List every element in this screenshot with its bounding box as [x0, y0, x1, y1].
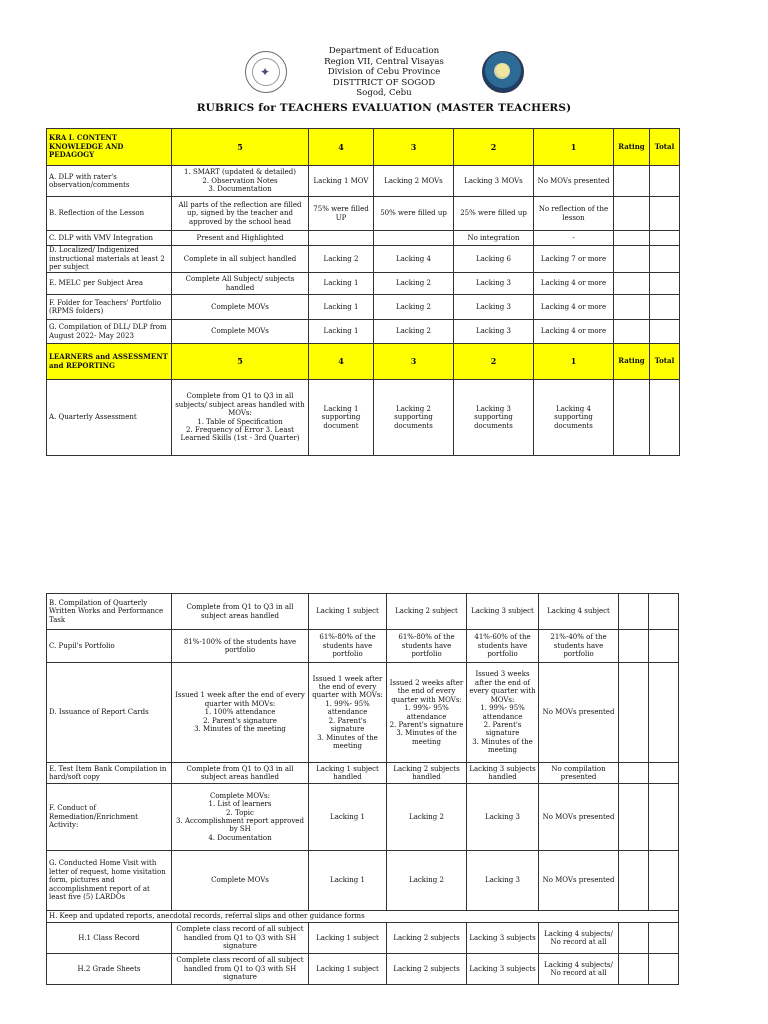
criterion-label: A. Quarterly Assessment [47, 380, 172, 456]
table-row [47, 630, 679, 663]
table-row [47, 166, 680, 197]
score-4-cell: Lacking 1 [309, 784, 387, 851]
total-cell [649, 763, 679, 784]
table-row [47, 851, 679, 911]
score-5-cell: 1. SMART (updated & detailed) 2. Observation Notes 3. Documentation [172, 166, 309, 197]
rating-cell [614, 231, 650, 246]
score-1-cell: Lacking 4 or more [534, 295, 614, 320]
score-4-cell: Lacking 1 subject [309, 594, 387, 630]
criterion-label: E. MELC per Subject Area [47, 273, 172, 295]
kra2-header-row [47, 344, 680, 380]
score-5-header: 5 [172, 129, 309, 166]
criterion-label: E. Test Item Bank Compilation in hard/soft copy [47, 763, 172, 784]
score-2-cell: Lacking 6 [454, 246, 534, 273]
criterion-label: C. DLP with VMV Integration [47, 231, 172, 246]
rating-cell [619, 784, 649, 851]
score-2-cell: Issued 3 weeks after the end of every quarter with MOVs: 1. 99%- 95% attendance 2. Parent's signature 3. Minutes of the meeting [467, 663, 539, 763]
table-row [47, 320, 680, 344]
table-row [47, 246, 680, 273]
score-1-cell: No MOVs presented [539, 851, 619, 911]
total-cell [650, 231, 680, 246]
score-4-cell: Issued 1 week after the end of every quarter with MOVs: 1. 99%- 95% attendance 2. Parent's signature 3. Minutes of the meeting [309, 663, 387, 763]
rating-cell [614, 246, 650, 273]
score-2-cell: Lacking 3 [454, 320, 534, 344]
criterion-label: H.1 Class Record [47, 923, 172, 954]
score-5-cell: Complete in all subject handled [172, 246, 309, 273]
total-cell [649, 784, 679, 851]
criterion-label: C. Pupil's Portfolio [47, 630, 172, 663]
score-2-cell: Lacking 3 [454, 295, 534, 320]
total-cell [649, 663, 679, 763]
score-2-cell: Lacking 3 subjects handled [467, 763, 539, 784]
score-3-cell: Lacking 2 [387, 784, 467, 851]
rating-cell [619, 594, 649, 630]
rubric-table-1 [46, 128, 680, 456]
rating-header: Rating [614, 344, 650, 380]
score-3-header: 3 [374, 129, 454, 166]
score-4-cell: Lacking 1 supporting document [309, 380, 374, 456]
rating-header: Rating [614, 129, 650, 166]
score-1-cell: Lacking 4 supporting documents [534, 380, 614, 456]
total-cell [650, 380, 680, 456]
criterion-label: F. Conduct of Remediation/Enrichment Activity: [47, 784, 172, 851]
criterion-label: D. Localized/ Indigenized instructional materials at least 2 per subject [47, 246, 172, 273]
kra1-header-row [47, 129, 680, 166]
region-seal-icon [482, 51, 524, 93]
score-4-cell: Lacking 1 subject [309, 923, 387, 954]
score-3-cell: Lacking 2 subjects [387, 954, 467, 985]
score-5-cell: All parts of the reflection are filled up, signed by the teacher and approved by the school head [172, 197, 309, 231]
header-town: Sogod, Cebu [356, 88, 412, 99]
score-4-cell: Lacking 1 [309, 273, 374, 295]
score-5-header: 5 [172, 344, 309, 380]
score-5-cell: 81%-100% of the students have portfolio [172, 630, 309, 663]
score-1-cell: No MOVs presented [539, 663, 619, 763]
section-h-row [47, 911, 679, 923]
total-cell [649, 923, 679, 954]
score-1-cell: No MOVs presented [534, 166, 614, 197]
table-row [47, 273, 680, 295]
criterion-label: F. Folder for Teachers' Portfolio (RPMS folders) [47, 295, 172, 320]
kra2-rows [47, 594, 679, 911]
score-3-cell: Issued 2 weeks after the end of every quarter with MOVs: 1. 99%- 95% attendance 2. Parent's signature 3. Minutes of the meeting [387, 663, 467, 763]
deped-seal-icon: ✦ [245, 51, 287, 93]
section-h-label: H. Keep and updated reports, anecdotal records, referral slips and other guidance forms [47, 911, 679, 923]
score-4-cell: Lacking 1 [309, 320, 374, 344]
score-1-cell: Lacking 4 subject [539, 594, 619, 630]
total-header: Total [650, 129, 680, 166]
criterion-label: D. Issuance of Report Cards [47, 663, 172, 763]
score-3-cell: Lacking 2 subject [387, 594, 467, 630]
criterion-label: B. Compilation of Quarterly Written Works and Performance Task [47, 594, 172, 630]
score-5-cell: Complete All Subject/ subjects handled [172, 273, 309, 295]
rating-cell [619, 763, 649, 784]
rating-cell [619, 630, 649, 663]
score-4-header: 4 [309, 129, 374, 166]
score-5-cell: Complete class record of all subject handled from Q1 to Q3 with SH signature [172, 954, 309, 985]
table-row [47, 763, 679, 784]
score-2-cell: Lacking 3 [467, 784, 539, 851]
score-4-cell: 75% were filled UP [309, 197, 374, 231]
rating-cell [619, 923, 649, 954]
criterion-label: G. Compilation of DLL/ DLP from August 2022- May 2023 [47, 320, 172, 344]
score-2-cell: No integration [454, 231, 534, 246]
total-cell [649, 954, 679, 985]
score-4-cell [309, 231, 374, 246]
rating-cell [614, 320, 650, 344]
header-district: DISTTRICT OF SOGOD [332, 77, 436, 88]
table-row [47, 663, 679, 763]
score-3-cell: Lacking 2 supporting documents [374, 380, 454, 456]
total-cell [650, 295, 680, 320]
score-5-cell: Present and Highlighted [172, 231, 309, 246]
score-5-cell: Complete from Q1 to Q3 in all subjects/ subject areas handled with MOVs: 1. Table of Specification 2. Frequency of Error 3. Least Learned Skills (1st - 3rd Quarter) [172, 380, 309, 456]
score-5-cell: Complete class record of all subject handled from Q1 to Q3 with SH signature [172, 923, 309, 954]
table-row [47, 784, 679, 851]
score-5-cell: Complete MOVs [172, 320, 309, 344]
score-1-cell: Lacking 4 subjects/ No record at all [539, 923, 619, 954]
rating-cell [614, 166, 650, 197]
score-5-cell: Issued 1 week after the end of every quarter with MOVs: 1. 100% attendance 2. Parent's signature 3. Minutes of the meeting [172, 663, 309, 763]
total-cell [649, 851, 679, 911]
criterion-label: G. Conducted Home Visit with letter of request, home visitation form, pictures and accomplishment report of at least five (5) LARDOs [47, 851, 172, 911]
total-cell [650, 197, 680, 231]
score-2-cell: Lacking 3 subjects [467, 954, 539, 985]
table-row [47, 954, 679, 985]
score-2-cell: Lacking 3 [454, 273, 534, 295]
rating-cell [614, 380, 650, 456]
score-2-cell: 41%-60% of the students have portfolio [467, 630, 539, 663]
score-2-cell: Lacking 3 subject [467, 594, 539, 630]
score-3-cell: Lacking 2 [374, 320, 454, 344]
score-1-cell: No compilation presented [539, 763, 619, 784]
rubric-table-2 [46, 593, 679, 985]
kra1-label: KRA I. CONTENT KNOWLEDGE AND PEDAGOGY [47, 129, 172, 166]
page-title: RUBRICS for TEACHERS EVALUATION (MASTER TEACHERS) [196, 101, 572, 114]
score-1-cell: Lacking 7 or more [534, 246, 614, 273]
total-header: Total [650, 344, 680, 380]
criterion-label: H.2 Grade Sheets [47, 954, 172, 985]
score-3-cell [374, 231, 454, 246]
rating-cell [614, 273, 650, 295]
rating-cell [614, 197, 650, 231]
score-2-cell: Lacking 3 subjects [467, 923, 539, 954]
score-2-cell: Lacking 3 [467, 851, 539, 911]
table-row [47, 923, 679, 954]
score-2-header: 2 [454, 129, 534, 166]
criterion-label: A. DLP with rater's observation/comments [47, 166, 172, 197]
header-region: Region VII, Central Visayas [324, 56, 444, 67]
score-2-cell: 25% were filled up [454, 197, 534, 231]
rating-cell [614, 295, 650, 320]
score-4-cell: 61%-80% of the students have portfolio [309, 630, 387, 663]
total-cell [650, 320, 680, 344]
table-row-quarterly-assessment [47, 380, 680, 456]
score-5-cell: Complete from Q1 to Q3 in all subject areas handled [172, 594, 309, 630]
score-3-cell: Lacking 4 [374, 246, 454, 273]
rating-cell [619, 851, 649, 911]
section-h-rows [47, 923, 679, 985]
kra2-label: LEARNERS and ASSESSMENT and REPORTING [47, 344, 172, 380]
score-4-cell: Lacking 1 subject handled [309, 763, 387, 784]
score-2-header: 2 [454, 344, 534, 380]
table-row [47, 231, 680, 246]
score-4-cell: Lacking 1 MOV [309, 166, 374, 197]
header-division: Division of Cebu Province [327, 67, 441, 78]
total-cell [649, 630, 679, 663]
score-3-cell: Lacking 2 MOVs [374, 166, 454, 197]
score-3-cell: Lacking 2 subjects handled [387, 763, 467, 784]
header-department: Department of Education [328, 46, 440, 56]
score-5-cell: Complete MOVs: 1. List of learners 2. Topic 3. Accomplishment report approved by SH 4. Documentation [172, 784, 309, 851]
score-3-cell: Lacking 2 [374, 273, 454, 295]
score-3-cell: Lacking 2 [387, 851, 467, 911]
total-cell [649, 594, 679, 630]
score-2-cell: Lacking 3 MOVs [454, 166, 534, 197]
score-1-cell: Lacking 4 or more [534, 320, 614, 344]
score-3-cell: 50% were filled up [374, 197, 454, 231]
score-1-header: 1 [534, 129, 614, 166]
score-1-cell: No MOVs presented [539, 784, 619, 851]
rating-cell [619, 954, 649, 985]
score-1-cell: No reflection of the lesson [534, 197, 614, 231]
score-5-cell: Complete MOVs [172, 851, 309, 911]
score-1-cell: Lacking 4 or more [534, 273, 614, 295]
score-1-cell: Lacking 4 subjects/ No record at all [539, 954, 619, 985]
table-row [47, 197, 680, 231]
criterion-label: B. Reflection of the Lesson [47, 197, 172, 231]
table-row [47, 295, 680, 320]
table-row [47, 594, 679, 630]
score-4-cell: Lacking 2 [309, 246, 374, 273]
score-5-cell: Complete from Q1 to Q3 in all subject areas handled [172, 763, 309, 784]
total-cell [650, 166, 680, 197]
score-4-cell: Lacking 1 subject [309, 954, 387, 985]
score-3-cell: Lacking 2 [374, 295, 454, 320]
score-4-cell: Lacking 1 [309, 851, 387, 911]
score-2-cell: Lacking 3 supporting documents [454, 380, 534, 456]
score-3-cell: Lacking 2 subjects [387, 923, 467, 954]
kra1-rows [47, 166, 680, 344]
score-4-cell: Lacking 1 [309, 295, 374, 320]
score-3-cell: 61%-80% of the students have portfolio [387, 630, 467, 663]
rating-cell [619, 663, 649, 763]
document-header [0, 46, 768, 114]
score-5-cell: Complete MOVs [172, 295, 309, 320]
score-1-header: 1 [534, 344, 614, 380]
total-cell [650, 246, 680, 273]
score-1-cell: 21%-40% of the students have portfolio [539, 630, 619, 663]
score-4-header: 4 [309, 344, 374, 380]
total-cell [650, 273, 680, 295]
score-3-header: 3 [374, 344, 454, 380]
score-1-cell: - [534, 231, 614, 246]
